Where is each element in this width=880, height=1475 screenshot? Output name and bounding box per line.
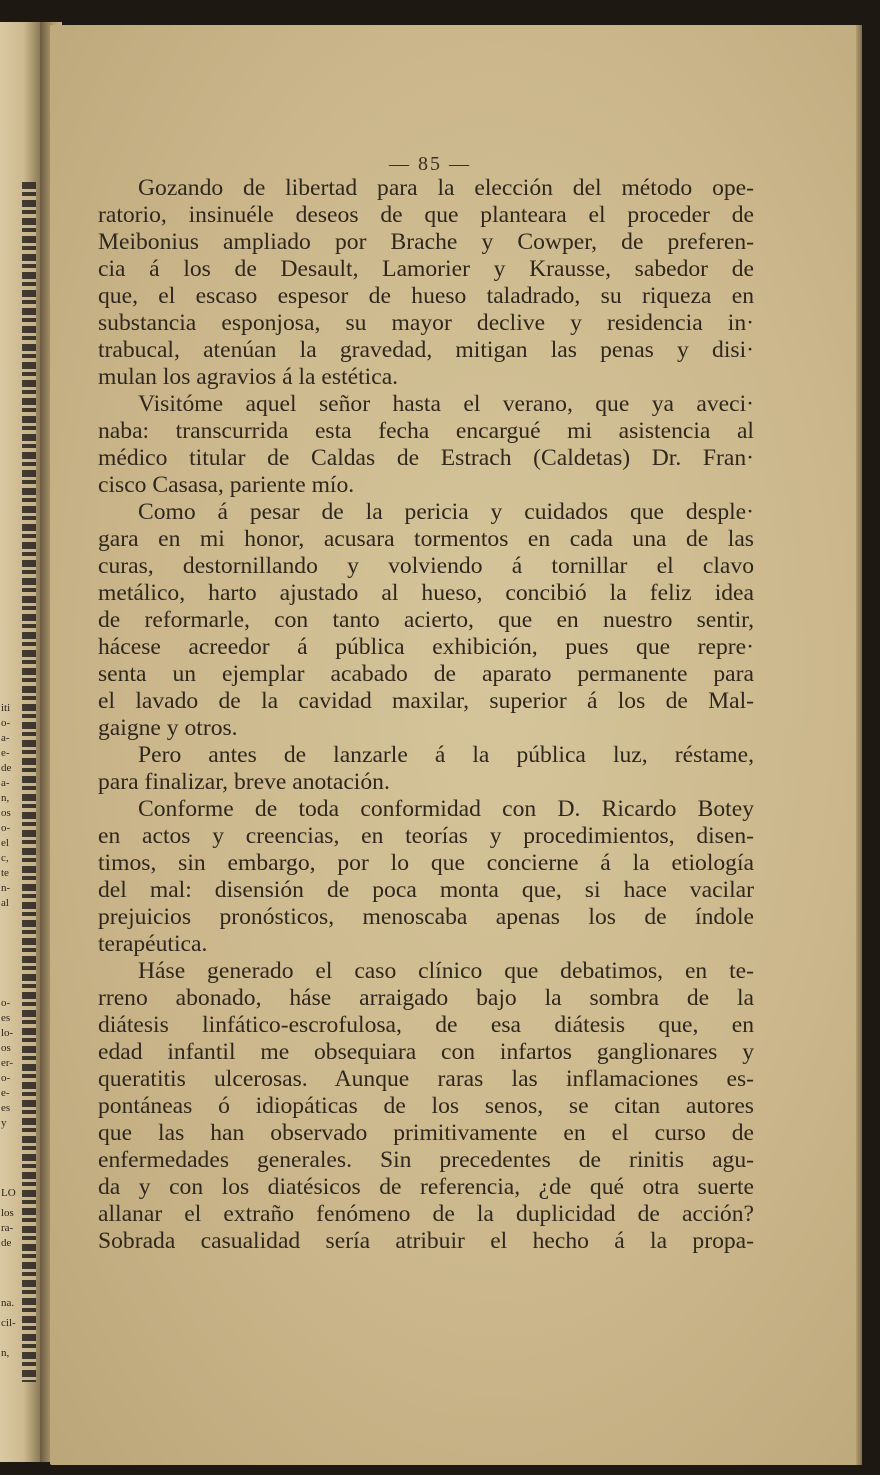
text-line: en actos y creencias, en teorías y procedimientos, disen- <box>98 823 754 849</box>
text-line: el lavado de la cavidad maxilar, superior á los de Mal- <box>98 688 754 714</box>
text-line: timos, sin embargo, por lo que concierne á la etiología <box>98 850 754 876</box>
adjacent-page-fragment: te <box>1 867 9 879</box>
text-line: queratitis ulcerosas. Aunque raras las inflamaciones es- <box>98 1066 754 1092</box>
adjacent-page-fragment: n- <box>1 882 11 894</box>
body-text <box>98 175 754 1255</box>
text-line: mulan los agravios á la estética. <box>98 364 399 390</box>
page-edge <box>856 25 862 1465</box>
text-line: metálico, harto ajustado al hueso, concibió la feliz idea <box>98 580 754 606</box>
text-line: prejuicios pronósticos, menoscaba apenas los de índole <box>98 904 754 930</box>
adjacent-page-fragment: cil- <box>1 1317 16 1329</box>
text-line: hácese acreedor á pública exhibición, pues que repre· <box>98 634 754 660</box>
adjacent-page-fragment: o- <box>1 997 11 1009</box>
adjacent-page-fragment: o- <box>1 717 11 729</box>
text-line: enfermedades generales. Sin precedentes de rinitis agu- <box>98 1147 754 1173</box>
text-line: da y con los diatésicos de referencia, ¿de qué otra suerte <box>98 1174 754 1200</box>
adjacent-page-fragment: o- <box>1 1072 11 1084</box>
adjacent-page-fragment: ra- <box>1 1222 14 1234</box>
text-line: diátesis linfático-escrofulosa, de esa diátesis que, en <box>98 1012 754 1038</box>
adjacent-page-fragment: er- <box>1 1057 13 1069</box>
text-line: Háse generado el caso clínico que debatimos, en te- <box>138 958 754 984</box>
adjacent-page-fragment: n, <box>1 792 10 804</box>
adjacent-page-fragment: lo- <box>1 1027 14 1039</box>
text-line: trabucal, atenúan la gravedad, mitigan las penas y disi· <box>98 337 754 363</box>
adjacent-page-fragment: c, <box>1 852 9 864</box>
book-page <box>50 25 862 1465</box>
text-line: que, el escaso espesor de hueso taladrado, su riqueza en <box>98 283 754 309</box>
text-line: Pero antes de lanzarle á la pública luz, réstame, <box>138 742 754 768</box>
adjacent-page-fragment: iti <box>1 702 11 714</box>
adjacent-page-fragment: los <box>1 1207 14 1219</box>
text-line: que las han observado primitivamente en el curso de <box>98 1120 754 1146</box>
adjacent-page-fragment: n, <box>1 1347 10 1359</box>
adjacent-page-fragment: o- <box>1 822 11 834</box>
text-line: cisco Casasa, pariente mío. <box>98 472 355 498</box>
text-line: Meibonius ampliado por Brache y Cowper, de preferen- <box>98 229 754 255</box>
text-line: Sobrada casualidad sería atribuir el hecho á la propa- <box>98 1228 754 1254</box>
adjacent-page-fragment: os <box>1 1042 11 1054</box>
adjacent-page-fragment: a- <box>1 732 10 744</box>
text-line: Conforme de toda conformidad con D. Ricardo Botey <box>138 796 754 822</box>
text-line: curas, destornillando y volviendo á tornillar el clavo <box>98 553 754 579</box>
text-line: para finalizar, breve anotación. <box>98 769 390 795</box>
text-line: substancia esponjosa, su mayor declive y residencia in· <box>98 310 754 336</box>
text-line: de reformarle, con tanto acierto, que en nuestro sentir, <box>98 607 754 633</box>
text-line: rreno abonado, háse arraigado bajo la sombra de la <box>98 985 754 1011</box>
adjacent-page-fragment: a- <box>1 777 10 789</box>
text-line: pontáneas ó idiopáticas de los senos, se citan autores <box>98 1093 754 1119</box>
text-line: allanar el extraño fenómeno de la duplicidad de acción? <box>98 1201 754 1227</box>
text-line: Gozando de libertad para la elección del método ope- <box>138 175 754 201</box>
text-line: naba: transcurrida esta fecha encargué mi asistencia al <box>98 418 754 444</box>
adjacent-page-text <box>0 22 40 1462</box>
adjacent-page <box>0 22 40 1462</box>
adjacent-page-fragment: es <box>1 1012 11 1024</box>
text-line: terapéutica. <box>98 931 208 957</box>
adjacent-page-fragment: e- <box>1 1087 10 1099</box>
text-line: ratorio, insinuéle deseos de que planteara el proceder de <box>98 202 754 228</box>
adjacent-page-fragment: y <box>1 1117 7 1129</box>
text-line: senta un ejemplar acabado de aparato permanente para <box>98 661 754 687</box>
adjacent-page-fragment: na. <box>1 1297 15 1309</box>
adjacent-page-fragment: os <box>1 807 11 819</box>
text-line: gara en mi honor, acusara tormentos en cada una de las <box>98 526 754 552</box>
adjacent-page-fragment: de <box>1 1237 12 1249</box>
text-line: del mal: disensión de poca monta que, si hace vacilar <box>98 877 754 903</box>
adjacent-page-fragment: al <box>1 897 9 909</box>
adjacent-page-fragment: LO <box>1 1187 16 1199</box>
text-line: gaigne y otros. <box>98 715 238 741</box>
adjacent-page-fragment: el <box>1 837 9 849</box>
text-line: edad infantil me obsequiara con infartos ganglionares y <box>98 1039 754 1065</box>
adjacent-page-fragment: es <box>1 1102 11 1114</box>
text-line: Como á pesar de la pericia y cuidados que desple· <box>138 499 754 525</box>
adjacent-page-fragment: de <box>1 762 12 774</box>
text-line: cia á los de Desault, Lamorier y Krausse, sabedor de <box>98 256 754 282</box>
text-line: médico titular de Caldas de Estrach (Caldetas) Dr. Fran· <box>98 445 754 471</box>
page-number: — 85 — <box>389 153 471 175</box>
text-line: Visitóme aquel señor hasta el verano, que ya aveci· <box>138 391 754 417</box>
adjacent-page-fragment: e- <box>1 747 10 759</box>
